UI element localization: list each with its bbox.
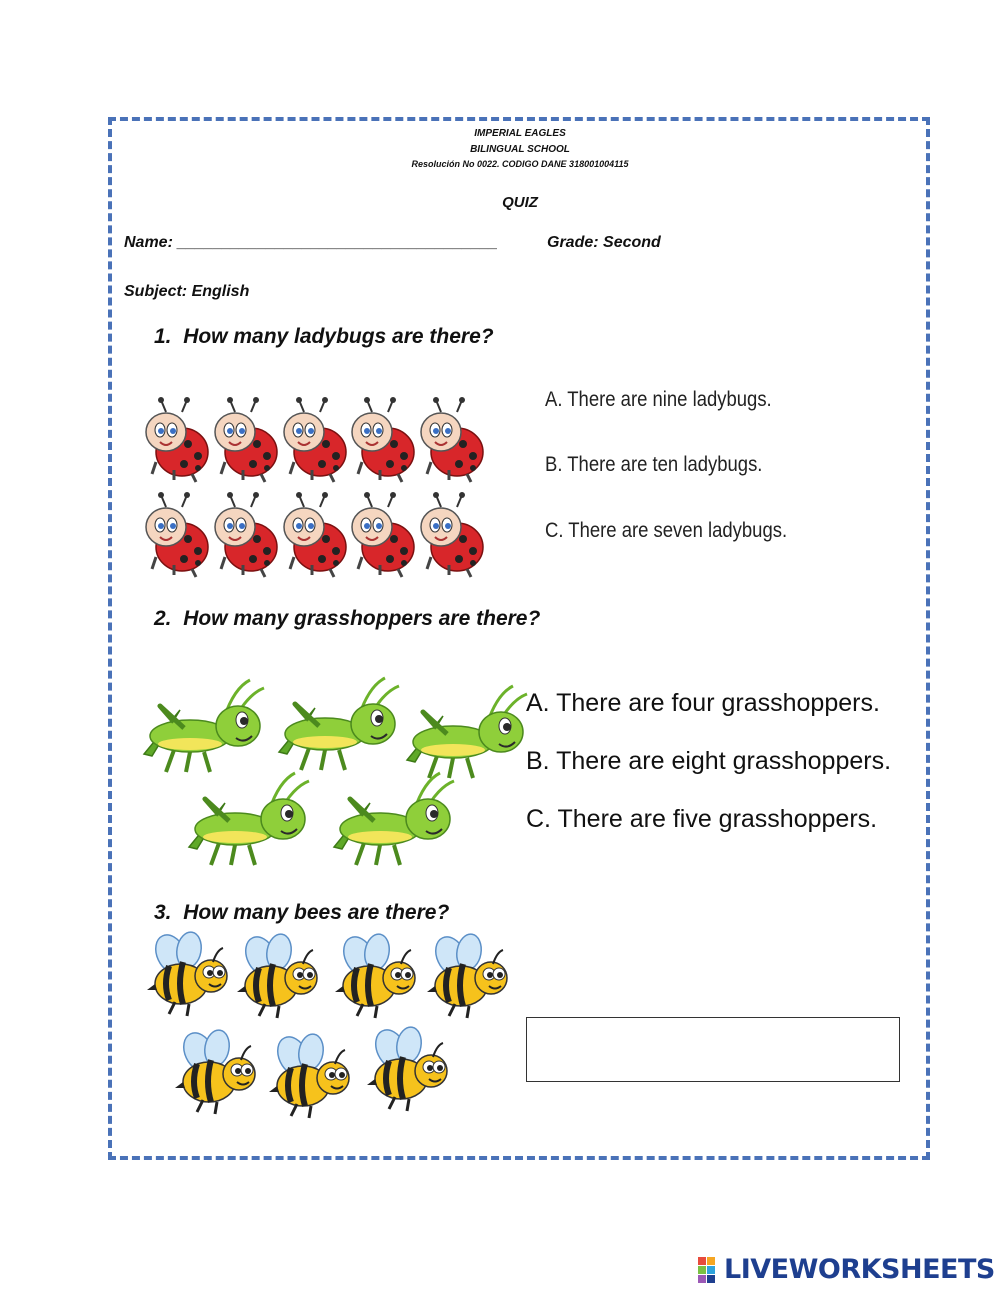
- question-3-number: 3.: [154, 901, 172, 924]
- school-resolution: Resolución No 0022. CODIGO DANE 318001004115: [411, 159, 629, 169]
- bee-4: [427, 932, 507, 1018]
- question-1: [154, 325, 494, 349]
- bee-2: [237, 932, 317, 1018]
- ladybug-5: [421, 397, 483, 482]
- quiz-title: QUIZ: [502, 194, 538, 211]
- grade-label: Grade: Second: [547, 234, 661, 251]
- ladybugs-illustration: [140, 390, 500, 590]
- ladybug-3: [284, 397, 346, 482]
- question-2-option-a[interactable]: A. There are four grasshoppers.: [526, 689, 880, 717]
- subject-label: Subject: English: [124, 283, 250, 300]
- school-name-line2: BILINGUAL SCHOOL: [470, 144, 570, 155]
- question-1-text: How many ladybugs are there?: [183, 325, 494, 348]
- ladybug-10: [421, 492, 483, 577]
- bees-illustration: [135, 930, 515, 1150]
- bee-1: [147, 930, 227, 1016]
- bee-6: [269, 1032, 349, 1118]
- bees-answer-input[interactable]: [526, 1017, 900, 1082]
- bee-5: [175, 1028, 255, 1114]
- school-name-line1: IMPERIAL EAGLES: [474, 128, 566, 139]
- liveworksheets-wordmark: LIVEWORKSHEETS: [724, 1254, 995, 1285]
- grasshoppers-illustration: [125, 660, 520, 875]
- grasshopper-4: [189, 773, 309, 865]
- question-2-number: 2.: [154, 607, 172, 630]
- question-1-option-a[interactable]: A. There are nine ladybugs.: [545, 388, 772, 411]
- question-1-number: 1.: [154, 325, 172, 348]
- grasshopper-3: [407, 686, 527, 778]
- ladybug-1: [146, 397, 208, 482]
- question-1-option-b[interactable]: B. There are ten ladybugs.: [545, 453, 763, 476]
- question-2-option-b[interactable]: B. There are eight grasshoppers.: [526, 747, 892, 775]
- question-3: [154, 901, 449, 925]
- liveworksheets-logo: [698, 1254, 995, 1285]
- grasshopper-1: [144, 680, 264, 772]
- question-1-option-c[interactable]: C. There are seven ladybugs.: [545, 519, 788, 542]
- liveworksheets-blocks-icon: [698, 1257, 724, 1283]
- bee-3: [335, 932, 415, 1018]
- grasshopper-2: [279, 678, 399, 770]
- question-2-option-c[interactable]: C. There are five grasshoppers.: [526, 805, 878, 833]
- ladybug-9: [352, 492, 414, 577]
- ladybug-7: [215, 492, 277, 577]
- question-2-text: How many grasshoppers are there?: [183, 607, 541, 630]
- ladybug-8: [284, 492, 346, 577]
- question-3-text: How many bees are there?: [183, 901, 450, 924]
- grasshopper-5: [334, 773, 454, 865]
- ladybug-2: [215, 397, 277, 482]
- ladybug-4: [352, 397, 414, 482]
- question-2: [154, 607, 540, 631]
- ladybug-6: [146, 492, 208, 577]
- bee-7: [367, 1025, 447, 1111]
- name-field-label: Name: ____________________________________: [124, 234, 498, 251]
